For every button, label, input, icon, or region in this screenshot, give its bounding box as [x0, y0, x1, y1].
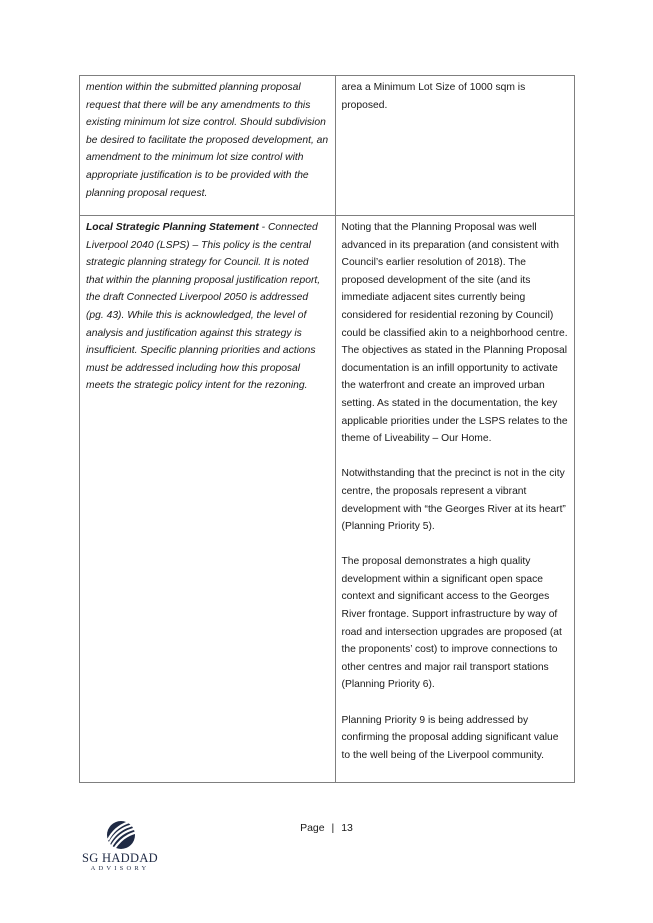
comments-response-table	[79, 75, 575, 783]
page-number: 13	[341, 822, 353, 834]
comment-text: - Connected Liverpool 2040 (LSPS) – This policy is the central strategic planning strategy for Council. It is noted that within the planning proposal justification report, the draft Connected Liverpool 2050 is addressed (pg. 43). While this is acknowledged, the level of analysis and justification against this strategy is insufficient. Specific planning priorities and actions must be addressed including how this proposal meets the strategic policy intent for the rezoning.	[86, 222, 321, 392]
table-row	[80, 216, 575, 783]
table-cell-comment	[80, 216, 336, 783]
comment-heading: Local Strategic Planning Statement	[86, 222, 259, 233]
table-cell-comment	[80, 76, 336, 216]
page-separator: |	[331, 822, 335, 834]
logo-tagline: ADVISORY	[90, 865, 150, 872]
response-text: area a Minimum Lot Size of 1000 sqm is proposed.	[341, 82, 526, 111]
table-row	[80, 76, 575, 216]
table-cell-response	[335, 76, 574, 216]
logo-company-name: SG HADDAD	[82, 851, 158, 865]
page-label: Page	[300, 822, 325, 834]
response-paragraph: Noting that the Planning Proposal was well advanced in its preparation (and consistent with Council’s earlier resolution of 2018). The proposed development of the site (and its immediate adjacent sites currently being considered for residential rezoning by Council) could be classified akin to a neighborhood centre. The objectives as stated in the Planning Proposal documentation is an infill opportunity to activate the waterfront and create an improved urban setting. As stated in the documentation, the key applicable priorities under the LSPS relates to the theme of Liveability – Our Home.	[341, 222, 568, 445]
response-paragraph: The proposal demonstrates a high quality development within a significant open space context and significant access to the Georges River frontage. Support infrastructure by way of road and intersection upgrades are proposed (at the proponents’ cost) to improve connections to other centres and major rail transport stations (Planning Priority 6).	[341, 556, 562, 691]
table-cell-response	[335, 216, 574, 783]
company-logo	[80, 818, 160, 874]
response-paragraph: Planning Priority 9 is being addressed by confirming the proposal adding significant value to the well being of the Liverpool community.	[341, 714, 559, 761]
logo-swoosh-icon	[102, 818, 140, 850]
response-paragraph: Notwithstanding that the precinct is not in the city centre, the proposals represent a vibrant development with “the Georges River at its heart” (Planning Priority 5).	[341, 468, 566, 533]
comment-text: mention within the submitted planning proposal request that there will be any amendments to this existing minimum lot size control. Should subdivision be desired to facilitate the proposed development, an amendment to the minimum lot size control with appropriate justification is to be provided with the planning proposal request.	[86, 82, 329, 199]
